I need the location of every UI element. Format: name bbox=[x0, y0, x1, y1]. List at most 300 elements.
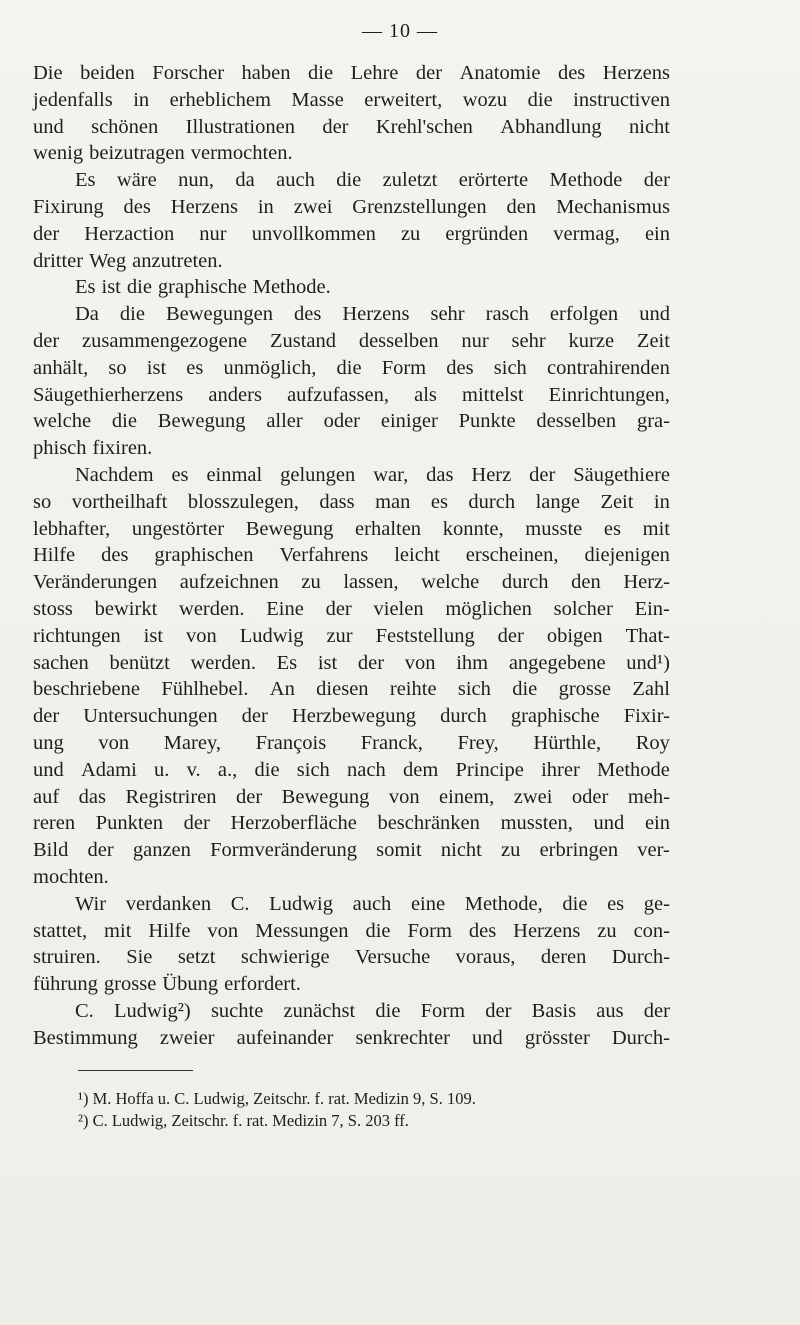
text-line bbox=[33, 435, 670, 462]
word: sehr bbox=[511, 329, 546, 352]
word: gra- bbox=[636, 410, 670, 433]
word: Masse bbox=[291, 88, 344, 111]
word: die bbox=[119, 303, 145, 326]
word: Fixirung bbox=[33, 195, 104, 218]
text-line bbox=[33, 918, 670, 945]
text-line bbox=[33, 274, 670, 301]
word: die bbox=[375, 999, 401, 1022]
word: zu bbox=[597, 919, 617, 942]
word: werden. bbox=[179, 597, 245, 620]
word: Wir bbox=[75, 892, 107, 915]
word: lange bbox=[535, 490, 580, 513]
word: einmal bbox=[206, 463, 263, 486]
word: zu bbox=[400, 222, 421, 245]
word: haben bbox=[241, 62, 291, 84]
word: anzutreten. bbox=[132, 249, 223, 272]
word: oder bbox=[571, 785, 609, 808]
word: die bbox=[336, 356, 362, 379]
word: der bbox=[33, 222, 60, 245]
word: Feststellung bbox=[375, 624, 475, 647]
text-line bbox=[33, 140, 670, 167]
word: konnte, bbox=[442, 517, 504, 540]
word: Untersuchungen bbox=[83, 705, 218, 728]
word: rasch bbox=[485, 303, 529, 326]
word: stattet, bbox=[33, 919, 88, 942]
word: C. bbox=[75, 999, 94, 1022]
word: ergründen bbox=[445, 222, 529, 245]
word: Durch- bbox=[611, 1026, 670, 1049]
word: somit bbox=[376, 839, 422, 862]
word: die bbox=[336, 169, 362, 192]
word: nun, bbox=[178, 169, 214, 192]
word: nach bbox=[347, 758, 386, 781]
word: Herzoberfläche bbox=[230, 812, 357, 835]
word: führung bbox=[33, 973, 98, 996]
word: struiren. bbox=[33, 946, 101, 969]
word: in bbox=[653, 490, 670, 513]
word: des bbox=[468, 919, 497, 942]
word: auch bbox=[352, 892, 392, 915]
word: die bbox=[562, 892, 588, 915]
word: Hilfe bbox=[148, 919, 191, 942]
word: beiden bbox=[80, 62, 135, 84]
word: vortheilhaft bbox=[71, 490, 168, 513]
word: Herzaction bbox=[84, 222, 175, 245]
word: anders bbox=[208, 383, 262, 406]
text-line bbox=[33, 194, 670, 221]
word: beizutragen bbox=[89, 142, 185, 165]
text-line bbox=[33, 489, 670, 516]
text-line bbox=[33, 516, 670, 543]
word: die bbox=[365, 919, 391, 942]
word: u. bbox=[154, 758, 170, 781]
word: einem, bbox=[439, 785, 495, 808]
text-line bbox=[33, 1025, 670, 1052]
word: Fühlhebel. bbox=[161, 678, 249, 701]
word: mochten. bbox=[33, 865, 109, 888]
word: Säugethierherzens bbox=[33, 383, 184, 406]
word: blosszulegen, bbox=[187, 490, 299, 513]
word: Punkte bbox=[458, 410, 516, 433]
text-line bbox=[33, 971, 670, 998]
word: ist bbox=[101, 276, 121, 299]
word: voraus, bbox=[455, 946, 516, 969]
word: reihte bbox=[389, 678, 437, 701]
word: Messungen bbox=[255, 919, 349, 942]
text-line bbox=[33, 784, 670, 811]
word: diejenigen bbox=[584, 544, 670, 567]
word: eine bbox=[410, 892, 446, 915]
word: aufzufassen, bbox=[287, 383, 389, 406]
word: suchte bbox=[210, 999, 264, 1022]
word: Ludwig bbox=[239, 624, 304, 647]
word: Bewegung bbox=[157, 410, 246, 433]
word: Durch- bbox=[611, 946, 670, 969]
word: Weg bbox=[89, 249, 127, 272]
word: oder bbox=[323, 410, 361, 433]
word: auf bbox=[33, 785, 60, 808]
word: Zahl bbox=[632, 678, 670, 701]
word: sehr bbox=[430, 303, 465, 326]
text-line bbox=[33, 623, 670, 650]
body-text bbox=[33, 60, 670, 1051]
word: solcher bbox=[553, 597, 613, 620]
word: des bbox=[446, 356, 474, 379]
word: das bbox=[426, 463, 454, 486]
word: so bbox=[108, 356, 127, 379]
word: dass bbox=[319, 490, 355, 513]
word: diesen bbox=[316, 678, 369, 701]
word: Forscher bbox=[152, 62, 225, 84]
word: Marey, bbox=[163, 731, 221, 754]
word: graphische bbox=[510, 705, 600, 728]
text-line bbox=[33, 87, 670, 114]
word: die bbox=[527, 88, 553, 111]
text-line bbox=[33, 114, 670, 141]
word: phisch bbox=[33, 437, 87, 460]
word: der bbox=[529, 463, 556, 486]
word: die bbox=[126, 276, 152, 299]
word: Da bbox=[75, 303, 99, 326]
word: Säugethiere bbox=[573, 463, 670, 486]
word: da bbox=[235, 169, 255, 192]
word: graphische bbox=[157, 276, 247, 299]
word: von bbox=[207, 919, 239, 942]
word: Methode bbox=[597, 758, 670, 781]
text-line bbox=[33, 810, 670, 837]
footnote: ¹) M. Hoffa u. C. Ludwig, Zeitschr. f. rat. Medizin 9, S. 109. bbox=[78, 1089, 476, 1108]
word: leicht bbox=[394, 544, 440, 567]
word: Anatomie bbox=[459, 62, 541, 84]
word: mussten, bbox=[500, 812, 573, 835]
word: Registriren bbox=[125, 785, 217, 808]
word: Ludwig bbox=[269, 892, 333, 915]
word: Sie bbox=[126, 946, 153, 969]
word: man bbox=[375, 490, 411, 513]
text-line bbox=[33, 891, 670, 918]
word: Bild bbox=[33, 839, 69, 862]
word: dritter bbox=[33, 249, 84, 272]
word: Herzens bbox=[602, 62, 670, 84]
word: zuletzt bbox=[382, 169, 438, 192]
word: von bbox=[404, 651, 436, 674]
word: kurze bbox=[568, 329, 615, 352]
word: von bbox=[388, 785, 420, 808]
word: unvollkommen bbox=[251, 222, 376, 245]
word: graphischen bbox=[154, 544, 254, 567]
word: zur bbox=[326, 624, 353, 647]
word: nur bbox=[461, 329, 489, 352]
word: welche bbox=[421, 571, 480, 594]
word: zwei bbox=[513, 785, 553, 808]
word: Bewegungen bbox=[165, 303, 273, 326]
word: und bbox=[593, 812, 625, 835]
word: den bbox=[506, 195, 537, 218]
word: That- bbox=[625, 624, 670, 647]
word: zu bbox=[501, 839, 521, 862]
word: in bbox=[257, 195, 274, 218]
word: aller bbox=[266, 410, 303, 433]
word: ist bbox=[143, 624, 164, 647]
word: ver- bbox=[637, 839, 670, 862]
word: die bbox=[254, 758, 280, 781]
text-line bbox=[33, 730, 670, 757]
word: der bbox=[87, 839, 114, 862]
word: Nachdem bbox=[75, 463, 154, 486]
word: Formveränderung bbox=[210, 839, 357, 862]
text-line bbox=[33, 221, 670, 248]
word: welche bbox=[33, 410, 92, 433]
word: mittelst bbox=[462, 383, 524, 406]
word: ein bbox=[644, 812, 670, 835]
word: Bewegung bbox=[281, 785, 370, 808]
word: nur bbox=[199, 222, 227, 245]
word: grosse bbox=[558, 678, 611, 701]
text-line bbox=[33, 60, 670, 87]
word: der bbox=[325, 597, 352, 620]
word: es bbox=[430, 490, 448, 513]
word: der bbox=[322, 115, 349, 138]
text-line bbox=[33, 355, 670, 382]
word: Abhandlung bbox=[500, 115, 602, 138]
word: senkrechter bbox=[355, 1026, 450, 1049]
word: erbringen bbox=[539, 839, 619, 862]
word: Es bbox=[276, 651, 298, 674]
text-line bbox=[33, 757, 670, 784]
word: reren bbox=[33, 812, 76, 835]
text-line bbox=[33, 167, 670, 194]
word: war, bbox=[373, 463, 409, 486]
word: des bbox=[123, 195, 151, 218]
word: schwierige bbox=[240, 946, 330, 969]
word: Herzens bbox=[170, 195, 238, 218]
word: Verfahrens bbox=[279, 544, 369, 567]
text-line bbox=[33, 596, 670, 623]
word: wenig bbox=[33, 142, 84, 165]
word: bewirkt bbox=[94, 597, 158, 620]
word: jedenfalls bbox=[33, 88, 113, 111]
word: Methode. bbox=[252, 276, 331, 299]
word: zusammengezogene bbox=[82, 329, 248, 352]
word: von bbox=[185, 624, 217, 647]
word: ihm bbox=[456, 651, 489, 674]
word: sachen bbox=[33, 651, 89, 674]
word: Grenzstellungen bbox=[352, 195, 487, 218]
word: die bbox=[308, 62, 334, 84]
word: die bbox=[111, 410, 137, 433]
text-line bbox=[33, 864, 670, 891]
word: Hilfe bbox=[33, 544, 76, 567]
word: als bbox=[414, 383, 437, 406]
word: mit bbox=[642, 517, 670, 540]
word: nicht bbox=[440, 839, 482, 862]
word: aus bbox=[596, 999, 624, 1022]
word: desselben bbox=[536, 410, 617, 433]
word: beschriebene bbox=[33, 678, 140, 701]
word: desselben bbox=[358, 329, 439, 352]
word: Methode bbox=[549, 169, 623, 192]
word: der bbox=[497, 624, 524, 647]
word: der bbox=[183, 812, 210, 835]
text-line bbox=[33, 328, 670, 355]
word: verdanken bbox=[125, 892, 212, 915]
word: ganzen bbox=[132, 839, 191, 862]
word: aufeinander bbox=[236, 1026, 334, 1049]
word: Hürthle, bbox=[533, 731, 602, 754]
word: meh- bbox=[627, 785, 670, 808]
word: der bbox=[415, 62, 443, 84]
word: werden. bbox=[190, 651, 256, 674]
text-line bbox=[33, 248, 670, 275]
word: des bbox=[101, 544, 129, 567]
word: angegebene bbox=[508, 651, 606, 674]
word: der bbox=[643, 999, 670, 1022]
word: stoss bbox=[33, 597, 73, 620]
word: erfordert. bbox=[224, 973, 301, 996]
word: Krehl'schen bbox=[375, 115, 473, 138]
word: Methode, bbox=[464, 892, 543, 915]
text-line bbox=[33, 650, 670, 677]
word: beschränken bbox=[377, 812, 480, 835]
word: Mechanismus bbox=[556, 195, 670, 218]
text-line bbox=[33, 837, 670, 864]
word: der bbox=[643, 169, 670, 192]
word: der bbox=[357, 651, 385, 674]
word: auch bbox=[276, 169, 315, 192]
word: ung bbox=[33, 731, 64, 754]
word: Es bbox=[75, 276, 96, 299]
word: der bbox=[485, 999, 512, 1022]
word: sich bbox=[493, 356, 527, 379]
word: Bewegung bbox=[245, 517, 334, 540]
word: von bbox=[98, 731, 130, 754]
word: Herzens bbox=[513, 919, 581, 942]
word: ein bbox=[644, 222, 670, 245]
word: erweitert, bbox=[364, 88, 443, 111]
word: so bbox=[33, 490, 52, 513]
word: instructiven bbox=[573, 88, 670, 111]
word: Form bbox=[420, 999, 466, 1022]
word: zweier bbox=[159, 1026, 215, 1049]
word: der bbox=[33, 705, 60, 728]
word: Frey, bbox=[457, 731, 499, 754]
word: Franck, bbox=[360, 731, 423, 754]
word: nicht bbox=[629, 115, 670, 138]
word: ihrer bbox=[541, 758, 580, 781]
word: vermochten. bbox=[190, 142, 293, 165]
word: deren bbox=[540, 946, 587, 969]
word: es bbox=[171, 463, 189, 486]
word: erörterte bbox=[458, 169, 529, 192]
word: und¹) bbox=[626, 651, 670, 674]
footnote: ²) C. Ludwig, Zeitschr. f. rat. Medizin 7, S. 203 ff. bbox=[78, 1111, 409, 1130]
word: durch bbox=[468, 490, 516, 513]
word: zwei bbox=[293, 195, 333, 218]
word: Roy bbox=[635, 731, 670, 754]
word: Basis bbox=[531, 999, 577, 1022]
word: vermag, bbox=[553, 222, 620, 245]
word: wozu bbox=[462, 88, 508, 111]
word: zunächst bbox=[283, 999, 356, 1022]
word: ist bbox=[317, 651, 338, 674]
word: Form bbox=[407, 919, 452, 942]
text-line bbox=[33, 301, 670, 328]
word: Herzens bbox=[342, 303, 410, 326]
word: und bbox=[472, 1026, 503, 1049]
text-line bbox=[33, 408, 670, 435]
word: Versuche bbox=[355, 946, 431, 969]
word: Herzbewegung bbox=[291, 705, 417, 728]
word: musste bbox=[525, 517, 583, 540]
word: Ludwig²) bbox=[114, 999, 191, 1022]
word: Es bbox=[75, 169, 96, 192]
word: richtungen bbox=[33, 624, 121, 647]
word: v. bbox=[186, 758, 201, 781]
word: Form bbox=[381, 356, 427, 379]
word: sich bbox=[457, 678, 491, 701]
text-line bbox=[33, 944, 670, 971]
footnote-divider bbox=[78, 1070, 193, 1071]
word: Zustand bbox=[269, 329, 336, 352]
word: des bbox=[557, 62, 586, 84]
word: Herz- bbox=[623, 571, 670, 594]
word: das bbox=[78, 785, 106, 808]
word: unmöglich, bbox=[223, 356, 317, 379]
word: C. bbox=[230, 892, 250, 915]
word: es bbox=[186, 356, 204, 379]
word: und bbox=[33, 758, 64, 781]
word: Principe bbox=[455, 758, 524, 781]
word: durch bbox=[501, 571, 549, 594]
word: aufzeichnen bbox=[179, 571, 279, 594]
word: a., bbox=[217, 758, 238, 781]
word: lebhafter, bbox=[33, 517, 111, 540]
word: An bbox=[269, 678, 295, 701]
word: der bbox=[241, 705, 268, 728]
word: durch bbox=[440, 705, 487, 728]
word: Fixir- bbox=[623, 705, 670, 728]
word: Die bbox=[33, 62, 63, 84]
word: erfolgen bbox=[549, 303, 619, 326]
word: Übung bbox=[162, 973, 219, 996]
word: der bbox=[236, 785, 263, 808]
word: gelungen bbox=[280, 463, 356, 486]
word: ge- bbox=[643, 892, 670, 915]
word: lassen, bbox=[343, 571, 399, 594]
word: grosse bbox=[103, 973, 157, 996]
word: ungestörter bbox=[131, 517, 225, 540]
text-line bbox=[33, 569, 670, 596]
word: es bbox=[607, 892, 625, 915]
word: Veränderungen bbox=[33, 571, 158, 594]
word: schönen bbox=[91, 115, 159, 138]
word: Lehre bbox=[350, 62, 399, 84]
word: con- bbox=[633, 919, 670, 942]
word: möglichen bbox=[445, 597, 532, 620]
word: und bbox=[33, 115, 64, 138]
text-line bbox=[33, 676, 670, 703]
word: wäre bbox=[116, 169, 157, 192]
footnotes bbox=[78, 1088, 638, 1132]
word: anhält, bbox=[33, 356, 89, 379]
word: Illustrationen bbox=[185, 115, 295, 138]
word: Punkten bbox=[95, 812, 163, 835]
word: fixiren. bbox=[92, 437, 153, 460]
text-line bbox=[33, 542, 670, 569]
word: setzt bbox=[177, 946, 216, 969]
word: ist bbox=[146, 356, 167, 379]
word: François bbox=[255, 731, 327, 754]
